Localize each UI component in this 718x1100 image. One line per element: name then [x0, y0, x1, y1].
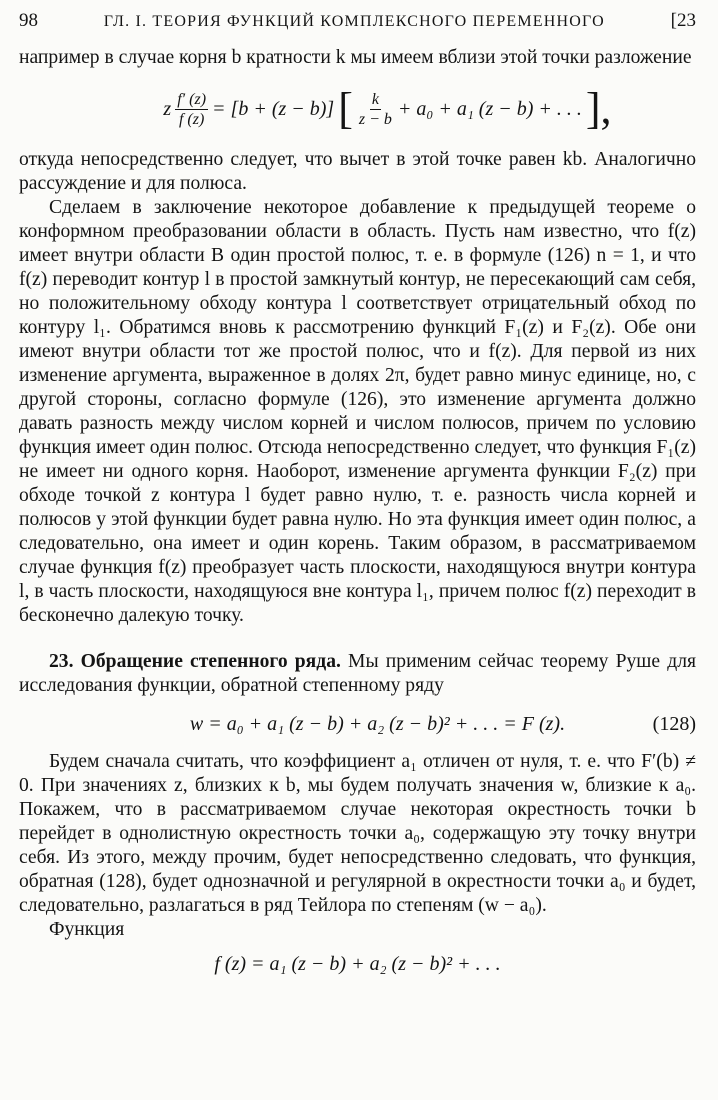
section-spacer: [19, 628, 696, 650]
fraction-denominator: z − b: [358, 110, 392, 128]
section-intro: Мы применим сейчас теорему Руше для исследования функции, обратной степенному ряду: [19, 651, 696, 696]
formula-middle: = [b + (z − b)]: [212, 97, 335, 120]
page-number: 98: [19, 10, 38, 31]
paragraph-residue: откуда непосредственно следует, что вычет в этой точке равен kb. Аналогично рассуждение и для полюса.: [19, 149, 696, 194]
paragraph-intro: например в случае корня b кратности k мы имеем вблизи этой точки разложение: [19, 47, 692, 68]
open-bracket: [: [338, 84, 353, 133]
fraction-numerator: k: [371, 90, 379, 108]
running-title: ГЛ. I. ТЕОРИЯ ФУНКЦИЙ КОМПЛЕКСНОГО ПЕРЕМЕННОГО: [103, 13, 605, 30]
formula-f-series: f (z) = a₁ (z − b) + a₂ (z − b)² + . . .: [214, 952, 501, 975]
section-title: 23. Обращение степенного ряда.: [49, 651, 341, 672]
paragraph-coefficient: Будем сначала считать, что коэффициент a₁ отличен от нуля, т. е. что F′(b) ≠ 0. При значениях z, близких к b, мы будем получать значения w, близкие к a₀. Покажем, что в рассматриваемом случае некоторая окрестность точки b перейдет в однолистную окрестность точки a₀, содержащую эту точку внутри себя. Из этого, между прочим, будет непосредственно следовать, что функция, обратная (128), будет однозначной и регулярной в окрестности точки a₀ и будет, следовательно, разлагаться в ряд Тейлора по степеням (w − a₀).: [19, 751, 696, 916]
fraction-denominator: f (z): [178, 110, 205, 128]
formula-128-expression: w = a₀ + a₁ (z − b) + a₂ (z − b)² + . . . = F (z).: [189, 712, 566, 735]
formula-lhs-prefix: z: [163, 97, 172, 120]
formula-tail: + a₀ + a₁ (z − b) + . . .: [397, 97, 582, 120]
paragraph-section-23: [19, 650, 696, 698]
fraction-numerator: f′ (z): [177, 90, 207, 108]
equation-number: (128): [652, 712, 696, 735]
close-bracket: ],: [585, 84, 612, 133]
section-reference: [23: [670, 10, 696, 31]
page-header: [19, 10, 696, 46]
fraction-k-over-z-minus-b: [357, 90, 394, 129]
fraction-f-prime-over-f: [175, 90, 208, 129]
formula-expansion: [19, 70, 696, 148]
paragraph-conformal: Сделаем в заключение некоторое добавление к предыдущей теореме о конформном преобразовании области в область. Пусть нам известно, что f(z) имеет внутри области B один простой полюс, т. е. в формуле (126) n = 1, и что f(z) переводит контур l в простой замкнутый контур, не пересекающий сам себя, но положительному обходу контура l соответствует отрицательный обход по контуру l₁. Обратимся вновь к рассмотрению функций F₁(z) и F₂(z). Обе они имеют внутри области тот же простой полюс, что и f(z). Для первой из них изменение аргумента, выраженное в долях 2π, будет равно минус единице, но, с другой стороны, согласно формуле (126), это изменение аргумента должно давать разность между числом корней и числом полюсов, причем по условию функция имеет один полюс. Отсюда непосредственно следует, что функция F₁(z) не имеет ни одного корня. Наоборот, изменение аргумента функции F₂(z) при обходе точкой z контура l будет равно нулю, т. е. разность числа корней и полюсов у этой функции будет равна нулю. Но эта функция имеет один полюс, а следовательно, она имеет и один корень. Таким образом, в рассматриваемом случае функция f(z) преобразует часть плоскости, находящуюся внутри контура l, в часть плоскости, находящуюся вне контура l₁, причем полюс f(z) переходит в бесконечно далекую точку.: [19, 197, 696, 626]
paragraph-function: Функция: [49, 919, 125, 940]
formula-128: [19, 698, 696, 750]
